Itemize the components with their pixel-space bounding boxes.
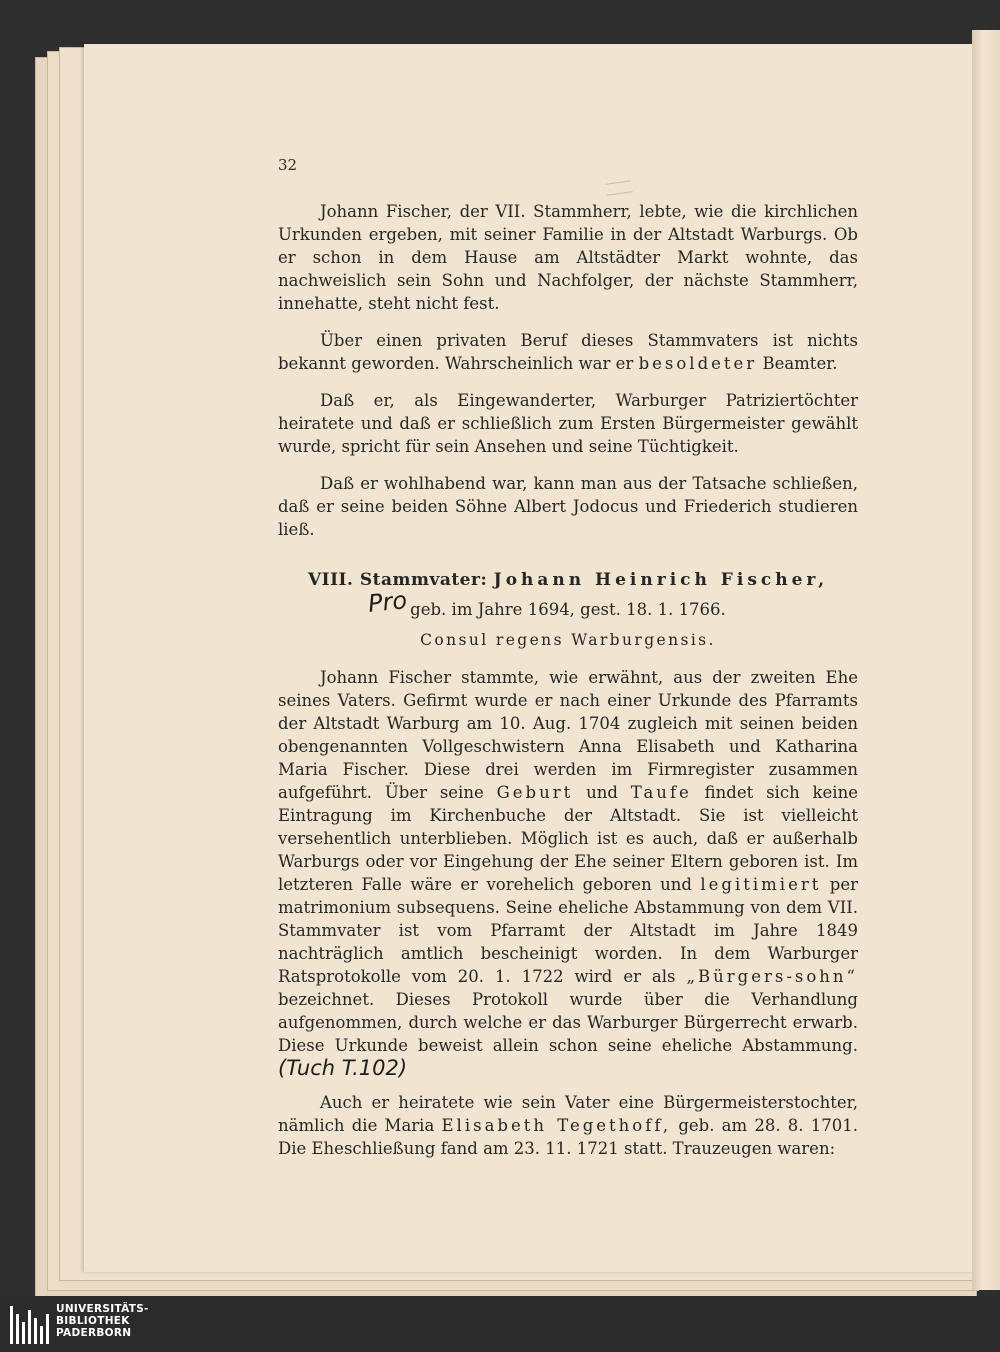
paragraph: Johann Fischer, der VII. Stammherr, lebte, wie die kirchlichen Urkunden ergeben, mit seiner Familie in der Altstadt Warburgs. Ob er schon in dem Hause am Altstädter Markt wohnte, das nachweislich sein Sohn und Nachfolger, der nächste Stammherr, innehatte, steht nicht fest. — [278, 202, 858, 313]
library-logo-icon — [10, 1306, 50, 1344]
paragraph: Auch er heiratete wie sein Vater eine Bürgermeisterstochter, nämlich die Maria Elisabeth Tegethoff, geb. am 28. 8. 1701. Die Eheschließung fand am 23. 11. 1721 statt. Trauzeugen waren: — [278, 1093, 858, 1158]
section-heading: VIII. Stammvater: Johann Heinrich Fischer, — [307, 570, 829, 590]
library-footer — [0, 1296, 1000, 1352]
page-number: 32 — [278, 156, 298, 174]
spaced-word: besoldeter — [638, 354, 758, 373]
page-binding-edge — [972, 30, 1000, 1290]
handwritten-reference: (Tuch T.102) — [278, 1056, 408, 1080]
paragraph: Johann Fischer stammte, wie erwähnt, aus der zweiten Ehe seines Vaters. Gefirmt wurde er nach einer Urkunde des Pfarramts der Altstadt Warburg am 10. Aug. 1704 zugleich mit seinen beiden obengenannten Vollgeschwistern Anna Elisabeth und Katharina Maria Fischer. Diese drei werden im Firmregister zusammen aufgeführt. Über seine Geburt und Taufe findet sich keine Eintragung im Kirchenbuche der Altstadt. Sie ist vielleicht versehentlich unterblieben. Möglich ist es auch, daß er außerhalb Warburgs oder vor Eingehung der Ehe seiner Eltern geboren ist. Im letzteren Falle wäre er vorehelich geboren und legitimiert per matrimonium subsequens. Seine eheliche Abstammung von dem VII. Stammvater ist vom Pfarramt der Altstadt im Jahre 1849 nachträglich amtlich bescheinigt worden. In dem Warburger Ratsprotokolle vom 20. 1. 1722 wird er als „Bürgers-sohn“ bezeichnet. Dieses Protokoll wurde über die Verhandlung aufgenommen, durch welche er das Warburger Bürgerrecht erwarb. Diese Urkunde beweist allein schon seine eheliche Abstammung.(Tuch T.102) — [278, 668, 858, 1080]
library-logo-text: UNIVERSITÄTS- BIBLIOTHEK PADERBORN — [56, 1303, 149, 1339]
paragraph: Daß er, als Eingewanderter, Warburger Patriziertöchter heiratete und daß er schließlich zum Ersten Bürgermeister gewählt wurde, spricht für sein Ansehen und seine Tüchtigkeit. — [278, 391, 858, 456]
paragraph: Über einen privaten Beruf dieses Stammvaters ist nichts bekannt geworden. Wahrscheinlich war er besoldeter Beamter. — [278, 331, 858, 373]
paragraph: Daß er wohlhabend war, kann man aus der Tatsache schließen, daß er seine beiden Söhne Albert Jodocus und Friederich studieren ließ. — [278, 474, 858, 539]
section-heading-name: Johann Heinrich Fischer, — [493, 570, 829, 590]
page-text — [278, 200, 858, 1174]
consul-line: Consul regens Warburgensis. — [420, 631, 716, 649]
handwritten-annotation: Pro — [366, 586, 409, 618]
birth-death-line: geb. im Jahre 1694, gest. 18. 1. 1766. — [410, 600, 726, 619]
